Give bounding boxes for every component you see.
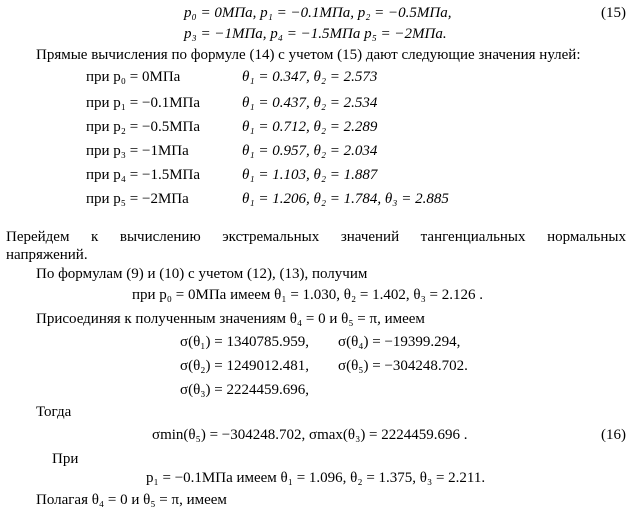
para1-line1: Перейдем к вычислению экстремальных значений тангенциальных нормальных xyxy=(6,229,626,245)
result-p1: p₁ = −0.1МПа имеем θ₁ = 1.096, θ₂ = 1.375, θ₃ = 2.211. xyxy=(146,470,486,486)
zero-pressure-5: при p₅ = −2МПа xyxy=(86,191,189,207)
zero-pressure-3: при p₃ = −1МПа xyxy=(86,143,189,159)
intro-text: Прямые вычисления по формуле (14) с учетом (15) дают следующие значения нулей: xyxy=(36,47,581,63)
zero-pressure-2: при p₂ = −0.5МПа xyxy=(86,119,201,135)
eq16-body: σmin(θ₅) = −304248.702, σmax(θ₃) = 2224459.696 . xyxy=(152,427,468,443)
zero-pressure-0: при p₀ = 0МПа xyxy=(86,69,181,85)
zero-thetas-3: θ₁ = 0.957, θ₂ = 2.034 xyxy=(242,143,378,159)
zero-thetas-0: θ₁ = 0.347, θ₂ = 2.573 xyxy=(242,69,378,85)
sigma-5: σ(θ₅) = −304248.702. xyxy=(338,358,468,374)
formulas-text: По формулам (9) и (10) с учетом (12), (13), получим xyxy=(36,266,368,282)
zero-thetas-4: θ₁ = 1.103, θ₂ = 1.887 xyxy=(242,167,378,183)
last-text: Полагая θ₄ = 0 и θ₅ = π, имеем xyxy=(36,492,227,508)
eq15-line2: p₃ = −1МПа, p₄ = −1.5МПа p₅ = −2МПа. xyxy=(184,26,447,42)
zero-pressure-1: при p₁ = −0.1МПа xyxy=(86,95,201,111)
eq16-number: (16) xyxy=(601,427,626,443)
zero-pressure-4: при p₄ = −1.5МПа xyxy=(86,167,201,183)
eq15-number: (15) xyxy=(601,5,626,21)
eq15-line1: p₀ = 0МПа, p₁ = −0.1МПа, p₂ = −0.5МПа, xyxy=(184,5,452,21)
zero-thetas-1: θ₁ = 0.437, θ₂ = 2.534 xyxy=(242,95,378,111)
attach-text: Присоединяя к полученным значениям θ₄ = 0 и θ₅ = π, имеем xyxy=(36,311,425,327)
result-p0: при p₀ = 0МПа имеем θ₁ = 1.030, θ₂ = 1.402, θ₃ = 2.126 . xyxy=(132,287,484,303)
zero-thetas-5: θ₁ = 1.206, θ₂ = 1.784, θ₃ = 2.885 xyxy=(242,191,449,207)
sigma-2: σ(θ₂) = 1249012.481, xyxy=(180,358,309,374)
para1-line2: напряжений. xyxy=(6,247,88,263)
sigma-1: σ(θ₁) = 1340785.959, xyxy=(180,334,309,350)
zero-thetas-2: θ₁ = 0.712, θ₂ = 2.289 xyxy=(242,119,378,135)
then-text: Тогда xyxy=(36,404,72,420)
sigma-4: σ(θ₄) = −19399.294, xyxy=(338,334,461,350)
at-text: При xyxy=(52,451,79,467)
sigma-3: σ(θ₃) = 2224459.696, xyxy=(180,382,309,398)
